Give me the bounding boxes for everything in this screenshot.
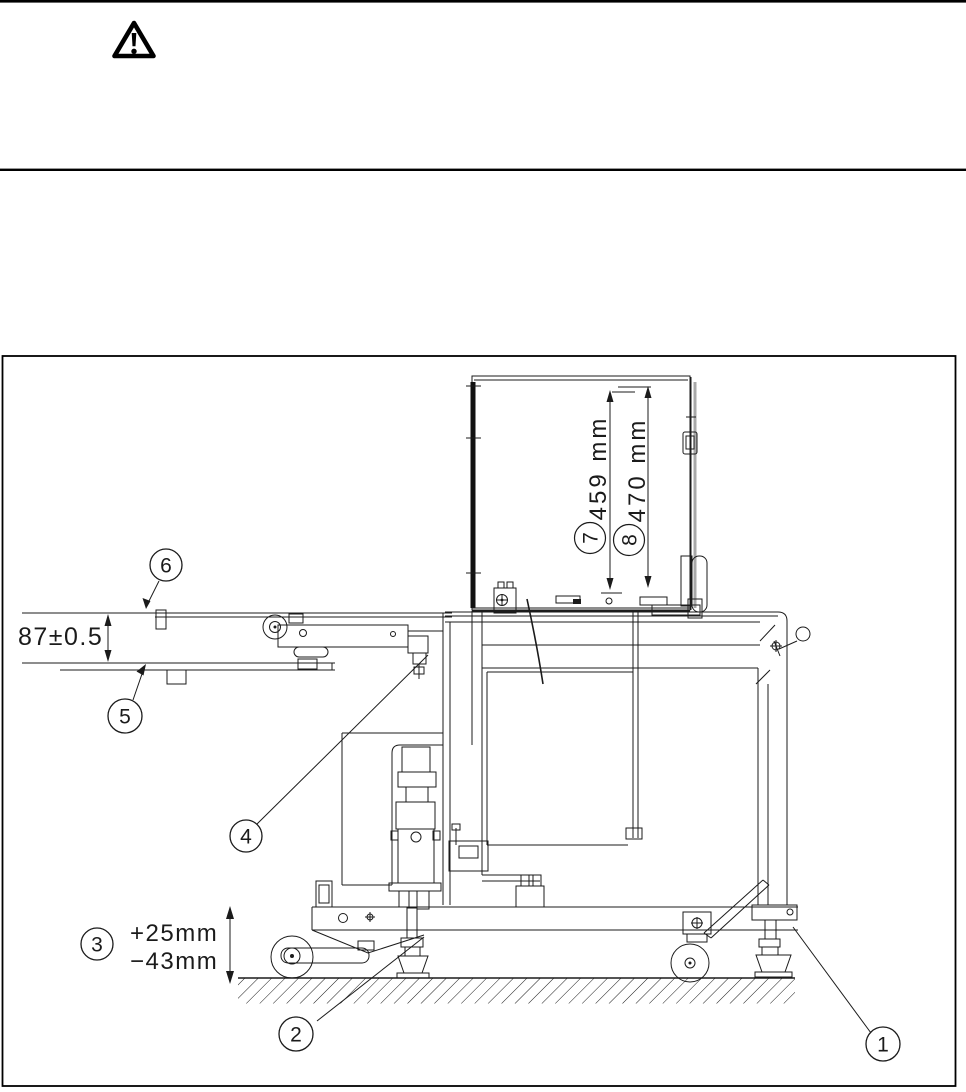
callout-4: 4	[240, 825, 252, 849]
section-divider-rule	[0, 169, 966, 171]
callout-7: 7	[579, 532, 603, 544]
dim-470-label: 470 mm	[624, 417, 651, 523]
callout-1: 1	[877, 1033, 889, 1057]
crank-ball-knob	[796, 627, 810, 641]
machine-drawing	[18, 376, 900, 1061]
callout-3: 3	[91, 933, 103, 957]
warning-triangle-icon	[115, 23, 154, 56]
callout-3-balloon	[81, 928, 113, 960]
base-frame	[271, 880, 798, 982]
ground-hatch	[238, 979, 795, 1004]
callout-leaders	[133, 581, 871, 1033]
dim-fork-height	[18, 614, 112, 662]
callout-8: 8	[618, 534, 642, 546]
page-top-rule	[0, 0, 966, 3]
right-leveling-foot	[752, 905, 797, 977]
left-leveling-foot	[397, 908, 429, 978]
left-column	[342, 611, 482, 905]
callout-1-balloon	[866, 1027, 900, 1061]
callout-4-balloon	[230, 820, 262, 852]
motor-assembly	[389, 747, 544, 909]
left-caster-wheel	[271, 936, 374, 978]
callout-5: 5	[119, 705, 131, 729]
figure-frame	[3, 356, 956, 1086]
callout-2: 2	[290, 1023, 302, 1047]
dim-fork-height-label: 87±0.5	[18, 623, 104, 651]
callout-2-balloon	[279, 1017, 313, 1051]
dim-level-adjust	[130, 906, 234, 984]
callout-5-balloon	[108, 699, 142, 733]
right-caster-wheel	[671, 912, 711, 982]
callout-6-balloon	[150, 549, 182, 581]
dim-level-up-label: +25mm	[130, 920, 219, 947]
dim-level-down-label: −43mm	[130, 948, 219, 975]
table-and-right-leg	[445, 582, 810, 905]
dim-screen-height-8	[614, 386, 652, 588]
callout-6: 6	[160, 554, 172, 578]
dim-459-label: 459 mm	[585, 415, 612, 521]
ground	[238, 978, 795, 1004]
